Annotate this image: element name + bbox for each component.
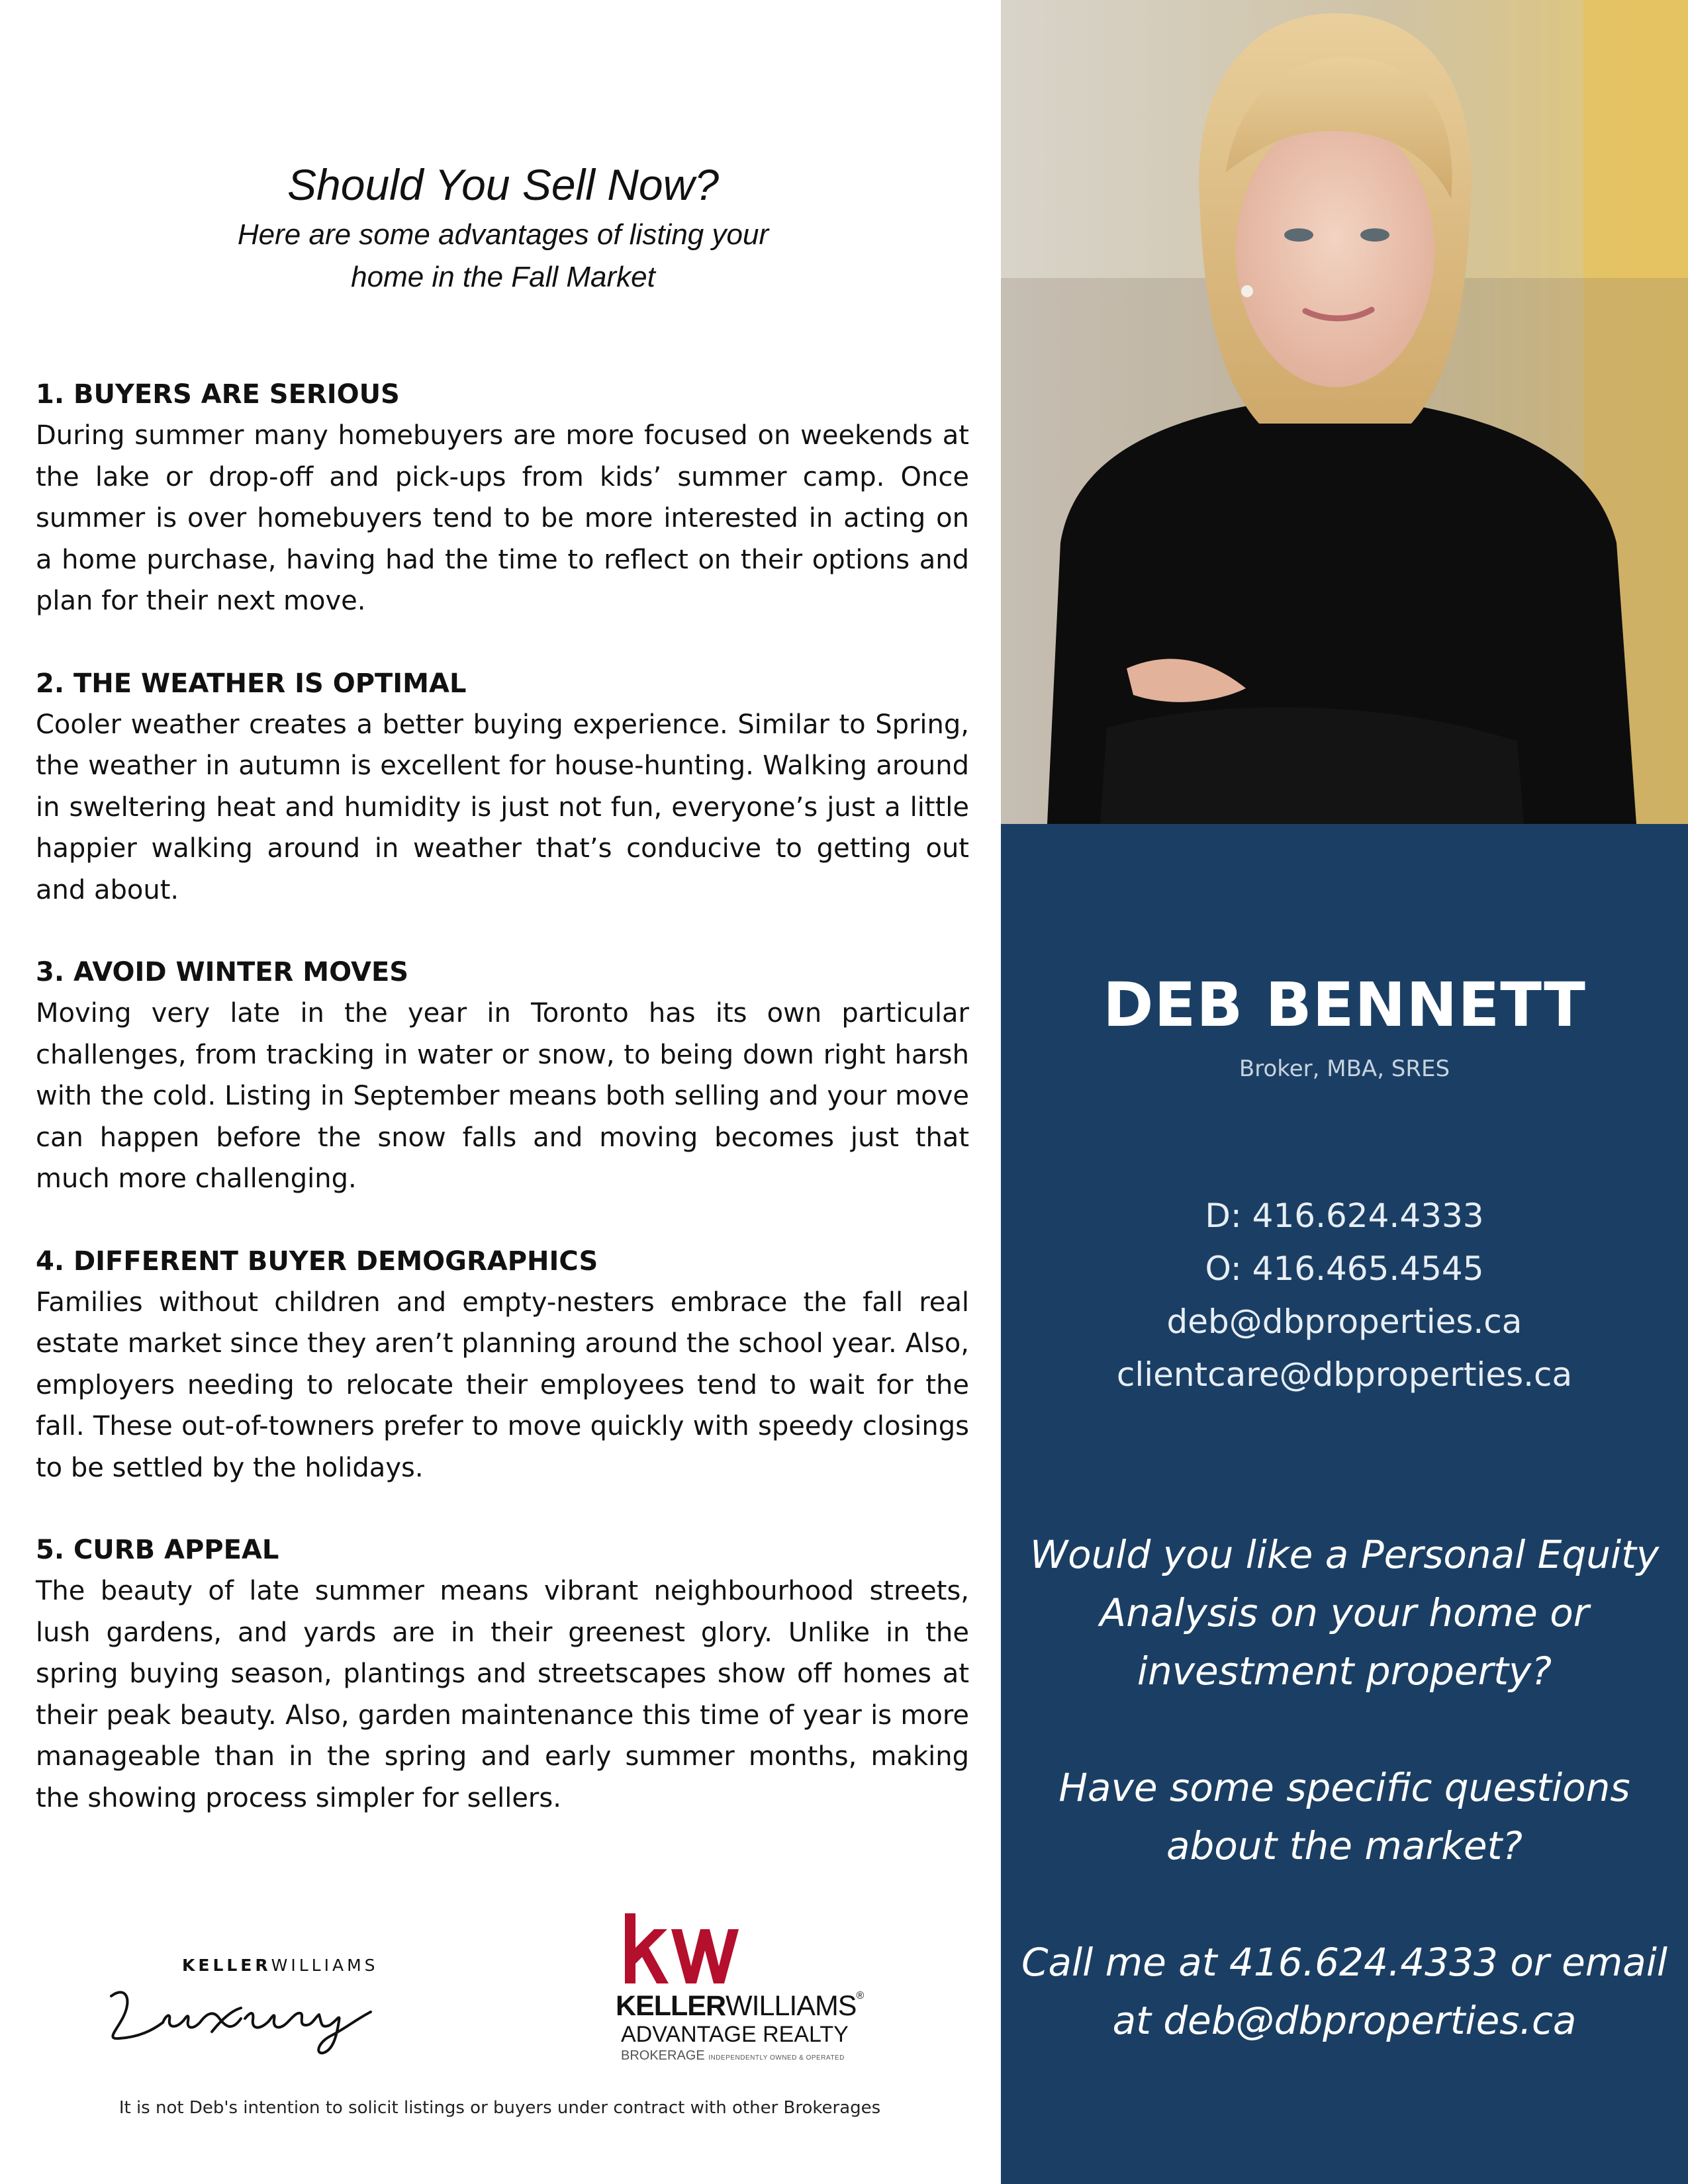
section-avoid-winter-moves	[36, 952, 969, 1200]
agent-credentials: Broker, MBA, SRES	[1239, 1056, 1450, 1082]
kw-mark-icon	[620, 1909, 739, 1991]
call-to-action	[1014, 1525, 1675, 2108]
agent-portrait-image	[1001, 0, 1688, 824]
kw-advantage-realty: ADVANTAGE REALTY	[621, 2022, 849, 2047]
email-link[interactable]: deb@dbproperties.ca	[1166, 1302, 1523, 1341]
cta-equity-analysis: Would you like a Personal Equity Analysis on your home or investment property?	[1029, 1532, 1660, 1694]
kw-luxury-wordmark: KELLERWILLIAMS	[182, 1956, 379, 1975]
section-curb-appeal	[36, 1529, 969, 1819]
disclaimer: It is not Deb's intention to solicit listings or buyers under contract with other Brokerages	[118, 2098, 881, 2118]
office-phone: O: 416.465.4545	[1205, 1250, 1484, 1288]
section-heading: 4. DIFFERENT BUYER DEMOGRAPHICS	[36, 1246, 598, 1277]
section-buyer-demographics	[36, 1241, 969, 1489]
section-heading: 3. AVOID WINTER MOVES	[36, 957, 409, 987]
subtitle-line: home in the Fall Market	[351, 260, 655, 293]
section-body: Families without children and empty-nesters embrace the fall real estate market since they aren’t planning around the school year. Also, employers needing to relocate their employees tend to wait for the fall. These out-of-towners prefer to move quickly with speedy closings to be settled by the holidays.	[36, 1287, 969, 1483]
section-heading: 5. CURB APPEAL	[36, 1535, 279, 1565]
kw-luxury-logo	[99, 1942, 490, 2055]
advantages-list	[36, 374, 969, 1860]
agent-contact-panel	[1001, 824, 1688, 2184]
subtitle-line: Here are some advantages of listing your	[237, 218, 769, 251]
article-heading	[113, 159, 894, 298]
cta-questions: Have some specific questions about the market?	[1058, 1765, 1630, 1868]
section-body: During summer many homebuyers are more focused on weekends at the lake or drop-off and pick-ups from kids’ summer camp. Once summer is over homebuyers tend to be more interested in acting on a home purchase, having had the time to reflect on their options and plan for their next move.	[36, 420, 969, 616]
kw-advantage-brokerage: BROKERAGE INDEPENDENTLY OWNED & OPERATED	[621, 2048, 845, 2063]
section-body: The beauty of late summer means vibrant neighbourhood streets, lush gardens, and yards are in their greenest glory. Unlike in the spring buying season, plantings and streetscapes show off homes at their peak beauty. Also, garden maintenance this time of year is more manageable than in the spring and early summer months, making the showing process simpler for sellers.	[36, 1576, 969, 1813]
section-weather-optimal	[36, 663, 969, 911]
cta-call-or-email: Call me at 416.624.4333 or email at deb@dbproperties.ca	[1021, 1940, 1668, 2043]
page-subtitle	[113, 214, 894, 298]
contact-list	[1001, 1189, 1688, 1401]
luxury-script-icon	[99, 1979, 490, 2055]
section-heading: 2. THE WEATHER IS OPTIMAL	[36, 668, 467, 699]
section-body: Cooler weather creates a better buying experience. Similar to Spring, the weather in autumn is excellent for house-hunting. Walking around in sweltering heat and humidity is just not fun, everyone’s just a little happier walking around in weather that’s conducive to getting out and about.	[36, 709, 969, 905]
section-heading: 1. BUYERS ARE SERIOUS	[36, 379, 400, 410]
kw-advantage-wordmark: KELLERWILLIAMS®	[616, 1990, 864, 2022]
section-buyers-serious	[36, 374, 969, 622]
agent-name: DEB BENNETT	[1103, 970, 1586, 1040]
page-title: Should You Sell Now?	[287, 160, 719, 209]
section-body: Moving very late in the year in Toronto has its own particular challenges, from tracking in water or snow, to being down right harsh with the cold. Listing in September means both selling and your move can happen before the snow falls and moving becomes just that much more challenging.	[36, 998, 969, 1194]
client-care-email-link[interactable]: clientcare@dbproperties.ca	[1116, 1355, 1573, 1394]
direct-phone: D: 416.624.4333	[1205, 1197, 1484, 1235]
agent-photo	[1001, 0, 1688, 824]
kw-advantage-logo	[616, 1909, 894, 2068]
